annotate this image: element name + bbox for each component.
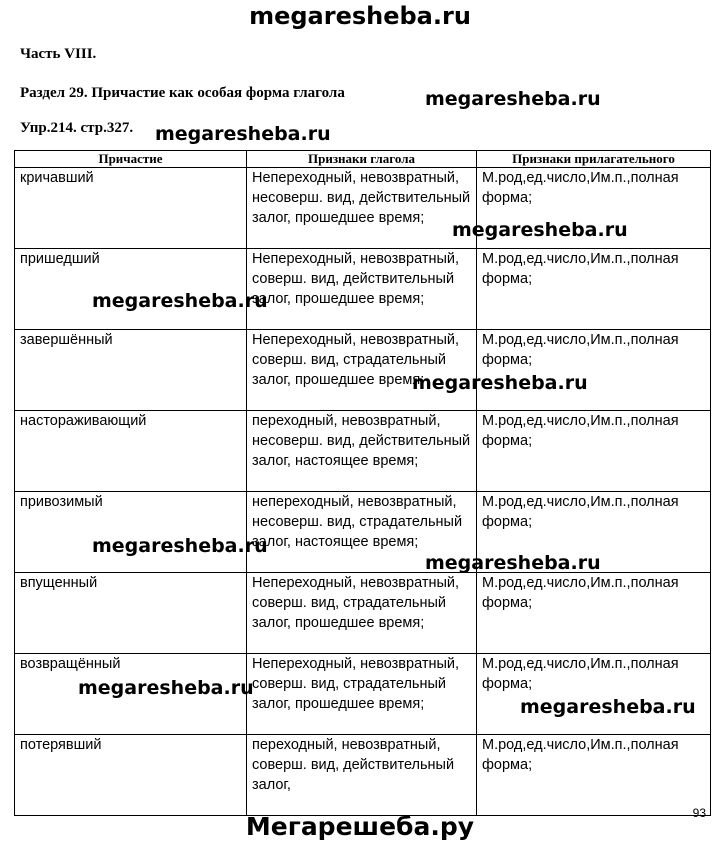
participle-cell: пришедший xyxy=(15,249,247,330)
table-row xyxy=(15,330,711,411)
header-verb-features: Признаки глагола xyxy=(247,151,477,168)
verb-features-cell: Непереходный, невозвратный, соверш. вид, страдательный залог, прошедшее время; xyxy=(247,573,477,654)
watermark-inline: megaresheba.ru xyxy=(425,88,601,110)
section-heading: Раздел 29. Причастие как особая форма глагола xyxy=(20,85,345,101)
table-row xyxy=(15,573,711,654)
participle-cell: потерявший xyxy=(15,735,247,816)
verb-features-cell: переходный, невозвратный, несоверш. вид, действительный залог, настоящее время; xyxy=(247,411,477,492)
watermark-inline: megaresheba.ru xyxy=(78,677,254,699)
verb-features-cell: непереходный, невозвратный, несоверш. вид, страдательный залог, настоящее время; xyxy=(247,492,477,573)
verb-features-cell: Непереходный, невозвратный, соверш. вид, страдательный залог, прошедшее время; xyxy=(247,330,477,411)
page-number: 93 xyxy=(692,806,706,820)
watermark-bottom: Мегарешеба.ру xyxy=(245,812,475,841)
table-row xyxy=(15,411,711,492)
watermark-inline: megaresheba.ru xyxy=(92,290,268,312)
adjective-features-cell: М.род,ед.число,Им.п.,полная форма; xyxy=(477,411,711,492)
part-heading: Часть VIII. xyxy=(20,46,97,62)
exercise-heading: Упр.214. стр.327. xyxy=(20,120,134,136)
participle-cell: возвращённый xyxy=(15,654,247,735)
verb-features-cell: Непереходный, невозвратный, несоверш. вид, действительный залог, прошедшее время; xyxy=(247,168,477,249)
watermark-inline: megaresheba.ru xyxy=(520,696,696,718)
verb-features-cell: переходный, невозвратный, соверш. вид, действительный залог, xyxy=(247,735,477,816)
watermark-inline: megaresheba.ru xyxy=(92,535,268,557)
adjective-features-cell: М.род,ед.число,Им.п.,полная форма; xyxy=(477,249,711,330)
adjective-features-cell: М.род,ед.число,Им.п.,полная форма; xyxy=(477,573,711,654)
participle-cell: привозимый xyxy=(15,492,247,573)
adjective-features-cell: М.род,ед.число,Им.п.,полная форма; xyxy=(477,654,711,735)
adjective-features-cell: М.род,ед.число,Им.п.,полная форма; xyxy=(477,168,711,249)
watermark-top: megaresheba.ru xyxy=(249,2,471,30)
adjective-features-cell: М.род,ед.число,Им.п.,полная форма; xyxy=(477,492,711,573)
table-row xyxy=(15,735,711,816)
verb-features-cell: Непереходный, невозвратный, соверш. вид, страдательный залог, прошедшее время; xyxy=(247,654,477,735)
verb-features-cell: Непереходный, невозвратный, соверш. вид, действительный залог, прошедшее время; xyxy=(247,249,477,330)
adjective-features-cell: М.род,ед.число,Им.п.,полная форма; xyxy=(477,735,711,816)
header-adjective-features: Признаки прилагательного xyxy=(477,151,711,168)
table-header-row xyxy=(15,151,711,168)
adjective-features-cell: М.род,ед.число,Им.п.,полная форма; xyxy=(477,330,711,411)
watermark-inline: megaresheba.ru xyxy=(452,219,628,241)
participle-cell: завершённый xyxy=(15,330,247,411)
participle-cell: кричавший xyxy=(15,168,247,249)
participle-cell: впущенный xyxy=(15,573,247,654)
participle-cell: настораживающий xyxy=(15,411,247,492)
header-participle: Причастие xyxy=(15,151,247,168)
table-row xyxy=(15,249,711,330)
watermark-inline: megaresheba.ru xyxy=(155,123,331,145)
watermark-inline: megaresheba.ru xyxy=(425,552,601,574)
table-row xyxy=(15,492,711,573)
watermark-inline: megaresheba.ru xyxy=(412,372,588,394)
